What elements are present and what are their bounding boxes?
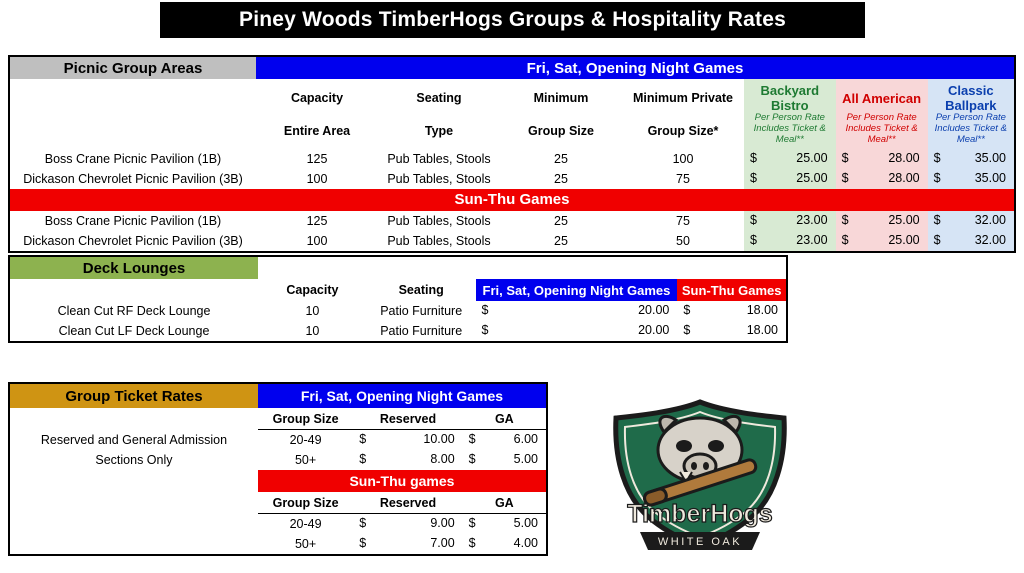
deck-row-1-sun xyxy=(677,321,787,342)
currency-symbol: $ xyxy=(841,232,849,247)
picnic-band-sun: Sun-Thu Games xyxy=(9,189,1015,211)
gtr-band-sun: Sun-Thu games xyxy=(258,470,547,492)
amount: 32.00 xyxy=(974,232,1006,247)
package-classic-ballpark-title: Classic Ballpark xyxy=(928,79,1015,113)
logo-subtitle: WHITE OAK xyxy=(657,536,743,548)
gtr-sun-row-0-size: 20-49 xyxy=(289,517,322,531)
currency-symbol: $ xyxy=(683,303,691,317)
picnic-sun-row-0-min-group: 25 xyxy=(554,213,568,228)
currency-symbol: $ xyxy=(841,150,849,165)
picnic-fri-row-1-min-group: 25 xyxy=(554,171,568,186)
col-min-private-l2: Group Size* xyxy=(647,123,719,138)
currency-symbol: $ xyxy=(683,323,691,337)
amount: 10.00 xyxy=(423,432,455,446)
package-backyard-bistro-title: Backyard Bistro xyxy=(744,79,836,113)
package-all-american-title: All American xyxy=(836,79,928,113)
gtr-fri-row-0-reserved xyxy=(353,430,462,451)
picnic-fri-row-1-bistro xyxy=(744,169,836,189)
amount: 4.00 xyxy=(513,536,538,550)
gtr-fri-row-0-ga xyxy=(463,430,547,451)
amount: 25.00 xyxy=(888,232,920,247)
currency-symbol: $ xyxy=(841,170,849,185)
amount: 35.00 xyxy=(974,150,1006,165)
amount: 25.00 xyxy=(796,170,828,185)
package-backyard-bistro-sub: Per Person Rate Includes Ticket & Meal** xyxy=(744,113,836,149)
currency-symbol: $ xyxy=(468,536,476,550)
amount: 9.00 xyxy=(430,516,455,530)
table-row xyxy=(9,169,1015,189)
gtr-sun-row-0-ga xyxy=(463,514,547,535)
picnic-sun-row-1-bistro xyxy=(744,231,836,252)
gtr-blank-corner-2 xyxy=(9,470,258,492)
table-row xyxy=(9,321,787,342)
logo-hog-nostril-right xyxy=(703,462,709,470)
currency-symbol: $ xyxy=(481,303,489,317)
picnic-sun-row-0-name: Boss Crane Picnic Pavilion (1B) xyxy=(44,213,222,228)
logo-hog-nostril-left xyxy=(691,462,697,470)
currency-symbol: $ xyxy=(933,150,941,165)
amount: 25.00 xyxy=(796,150,828,165)
amount: 6.00 xyxy=(513,432,538,446)
currency-symbol: $ xyxy=(750,212,757,227)
currency-symbol: $ xyxy=(468,516,476,530)
amount: 5.00 xyxy=(513,452,538,466)
currency-symbol: $ xyxy=(359,452,367,466)
picnic-sun-row-1-name: Dickason Chevrolet Picnic Pavilion (3B) xyxy=(23,233,243,248)
gtr-fri-row-0-size: 20-49 xyxy=(289,433,322,447)
currency-symbol: $ xyxy=(359,536,367,550)
picnic-fri-row-0-min-private: 100 xyxy=(672,151,694,166)
picnic-fri-row-0-name: Boss Crane Picnic Pavilion (1B) xyxy=(44,151,222,166)
deck-band-sun: Sun-Thu Games xyxy=(677,279,787,301)
gtr-desc-line1: Reserved and General Admission xyxy=(40,432,228,447)
col-seating-l2: Type xyxy=(424,123,454,138)
deck-row-0-capacity: 10 xyxy=(305,304,320,318)
currency-symbol: $ xyxy=(750,150,757,165)
col-capacity-l2: Entire Area xyxy=(283,123,351,138)
picnic-fri-row-1-min-private: 75 xyxy=(676,171,690,186)
gtr-blank-corner-1 xyxy=(9,408,258,430)
deck-column-header-row xyxy=(9,279,787,301)
amount: 23.00 xyxy=(796,232,828,247)
gtr-fri-row-1-size: 50+ xyxy=(294,453,317,467)
picnic-sun-row-0-seating: Pub Tables, Stools xyxy=(387,213,491,228)
currency-symbol: $ xyxy=(468,452,476,466)
picnic-fri-row-1-ballpark xyxy=(928,169,1015,189)
deck-row-0-sun xyxy=(677,301,787,321)
logo-hog-eye-right xyxy=(708,440,724,452)
deck-band-fri: Fri, Sat, Opening Night Games xyxy=(476,279,678,301)
picnic-fri-row-0-american xyxy=(836,149,928,169)
gtr-col-group-size-fri: Group Size xyxy=(258,408,353,430)
picnic-band-sun-row xyxy=(9,189,1015,211)
deck-col-capacity: Capacity xyxy=(286,283,339,297)
currency-symbol: $ xyxy=(933,232,941,247)
table-row xyxy=(9,534,547,555)
amount: 28.00 xyxy=(888,150,920,165)
timberhogs-logo-icon xyxy=(580,398,820,566)
picnic-fri-row-1-american xyxy=(836,169,928,189)
amount: 8.00 xyxy=(430,452,455,466)
deck-row-1-capacity: 10 xyxy=(305,324,320,338)
gtr-column-header-row-sun xyxy=(9,492,547,514)
gtr-section-label: Group Ticket Rates xyxy=(9,383,258,408)
picnic-blank-corner xyxy=(9,79,256,149)
logo-wordmark: TimberHogs xyxy=(627,500,773,528)
gtr-sun-row-1-size: 50+ xyxy=(294,537,317,551)
picnic-fri-row-1-name: Dickason Chevrolet Picnic Pavilion (3B) xyxy=(23,171,243,186)
picnic-fri-row-0-min-group: 25 xyxy=(554,151,568,166)
currency-symbol: $ xyxy=(468,432,476,446)
picnic-sun-row-0-american xyxy=(836,211,928,231)
picnic-fri-row-1-capacity: 100 xyxy=(306,171,328,186)
deck-row-0-name: Clean Cut RF Deck Lounge xyxy=(57,304,211,318)
picnic-sun-row-0-ballpark xyxy=(928,211,1015,231)
picnic-sun-row-1-seating: Pub Tables, Stools xyxy=(387,233,491,248)
picnic-band-fri: Fri, Sat, Opening Night Games xyxy=(256,56,1015,79)
picnic-group-areas-section xyxy=(8,55,1016,253)
amount: 28.00 xyxy=(888,170,920,185)
picnic-header-row xyxy=(9,56,1015,79)
group-ticket-rates-section xyxy=(8,382,548,556)
amount: 25.00 xyxy=(888,212,920,227)
picnic-table xyxy=(8,55,1016,253)
picnic-sun-row-0-bistro xyxy=(744,211,836,231)
gtr-blank-corner-3 xyxy=(9,492,258,514)
gtr-band-sun-row xyxy=(9,470,547,492)
picnic-fri-row-0-seating: Pub Tables, Stools xyxy=(387,151,491,166)
table-row xyxy=(9,450,547,470)
gtr-col-reserved-fri: Reserved xyxy=(353,408,462,430)
deck-row-0-fri xyxy=(476,301,678,321)
deck-table xyxy=(8,255,788,343)
gtr-sun-row-0-reserved xyxy=(353,514,462,535)
gtr-col-reserved-sun: Reserved xyxy=(353,492,462,514)
currency-symbol: $ xyxy=(933,170,941,185)
amount: 18.00 xyxy=(746,323,778,337)
deck-row-1-seating: Patio Furniture xyxy=(380,324,463,338)
package-all-american-sub: Per Person Rate Includes Ticket & Meal** xyxy=(836,113,928,149)
gtr-col-group-size-sun: Group Size xyxy=(258,492,353,514)
gtr-sun-row-1-ga xyxy=(463,534,547,555)
gtr-header-row xyxy=(9,383,547,408)
col-seating-l1: Seating xyxy=(416,91,462,105)
deck-row-1-name: Clean Cut LF Deck Lounge xyxy=(58,324,210,338)
amount: 5.00 xyxy=(513,516,538,530)
currency-symbol: $ xyxy=(359,432,367,446)
amount: 35.00 xyxy=(974,170,1006,185)
amount: 7.00 xyxy=(430,536,455,550)
table-row xyxy=(9,149,1015,169)
gtr-band-fri: Fri, Sat, Opening Night Games xyxy=(258,383,547,408)
table-row xyxy=(9,211,1015,231)
picnic-sun-row-1-ballpark xyxy=(928,231,1015,252)
picnic-fri-row-0-capacity: 125 xyxy=(306,151,328,166)
gtr-sun-row-1-reserved xyxy=(353,534,462,555)
picnic-sun-row-1-min-private: 50 xyxy=(676,233,690,248)
timberhogs-logo xyxy=(580,398,820,566)
currency-symbol: $ xyxy=(841,212,849,227)
picnic-section-label: Picnic Group Areas xyxy=(9,56,256,79)
deck-section-label: Deck Lounges xyxy=(9,256,258,279)
currency-symbol: $ xyxy=(481,323,489,337)
currency-symbol: $ xyxy=(359,516,367,530)
deck-row-0-seating: Patio Furniture xyxy=(380,304,463,318)
picnic-sun-row-0-capacity: 125 xyxy=(306,213,328,228)
gtr-sun-row-0-blank xyxy=(9,514,258,535)
page-title: Piney Woods TimberHogs Groups & Hospitality Rates xyxy=(160,2,865,38)
gtr-col-ga-sun: GA xyxy=(463,492,547,514)
gtr-col-ga-fri: GA xyxy=(463,408,547,430)
amount: 23.00 xyxy=(796,212,828,227)
amount: 32.00 xyxy=(974,212,1006,227)
deck-row-1-fri xyxy=(476,321,678,342)
amount: 18.00 xyxy=(746,303,778,317)
gtr-fri-row-1-ga xyxy=(463,450,547,470)
logo-hog-eye-left xyxy=(676,440,692,452)
currency-symbol: $ xyxy=(750,232,757,247)
deck-header-blank xyxy=(258,256,787,279)
table-row xyxy=(9,231,1015,252)
picnic-fri-row-0-ballpark xyxy=(928,149,1015,169)
deck-blank-corner xyxy=(9,279,258,301)
picnic-fri-row-0-bistro xyxy=(744,149,836,169)
table-row xyxy=(9,301,787,321)
col-min-group-l1: Minimum xyxy=(533,91,589,105)
amount: 20.00 xyxy=(638,303,670,317)
col-min-group-l2: Group Size xyxy=(528,123,594,138)
gtr-sun-row-1-blank xyxy=(9,534,258,555)
picnic-sun-row-0-min-private: 75 xyxy=(676,213,690,228)
currency-symbol: $ xyxy=(933,212,941,227)
gtr-desc-line2: Sections Only xyxy=(95,453,173,467)
gtr-column-header-row-fri xyxy=(9,408,547,430)
amount: 20.00 xyxy=(638,323,670,337)
gtr-fri-row-1-reserved xyxy=(353,450,462,470)
package-classic-ballpark-sub: Per Person Rate Includes Ticket & Meal** xyxy=(928,113,1015,149)
deck-header-row xyxy=(9,256,787,279)
table-row xyxy=(9,514,547,535)
picnic-column-header-row xyxy=(9,79,1015,113)
deck-lounges-section xyxy=(8,255,788,343)
currency-symbol: $ xyxy=(750,170,757,185)
picnic-sun-row-1-capacity: 100 xyxy=(306,233,328,248)
col-capacity-l1: Capacity xyxy=(290,91,344,105)
deck-col-seating: Seating xyxy=(398,283,444,297)
picnic-sun-row-1-min-group: 25 xyxy=(554,233,568,248)
table-row xyxy=(9,430,547,451)
col-min-private-l1: Minimum Private xyxy=(632,91,734,105)
group-ticket-table xyxy=(8,382,548,556)
picnic-sun-row-1-american xyxy=(836,231,928,252)
picnic-fri-row-1-seating: Pub Tables, Stools xyxy=(387,171,491,186)
